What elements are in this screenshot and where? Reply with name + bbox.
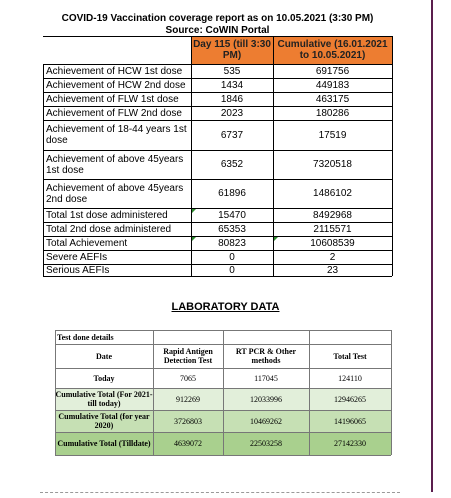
page-bottom-divider — [40, 492, 400, 493]
table-grid-line — [43, 78, 392, 79]
row-label: Total 2nd dose administered — [46, 223, 172, 235]
lab-row-rat: 7065 — [180, 373, 196, 383]
lab-header-rtpcr: RT PCR & Other methods — [235, 347, 297, 365]
row-day-value: 1434 — [220, 79, 244, 91]
lab-row-rat: 912269 — [153, 388, 223, 410]
col-header-day: Day 115 (till 3:30 PM) — [193, 39, 271, 61]
table-grid-line — [392, 36, 393, 276]
row-day-value: 6352 — [220, 159, 244, 170]
lab-row-label: Cumulative Total (Tilldate) — [55, 432, 153, 455]
lab-row-rat: 4639072 — [153, 432, 223, 455]
row-label: Achievement of HCW 1st dose — [46, 65, 183, 77]
lab-row-rtpcr: 22503258 — [223, 432, 309, 455]
row-cumulative-value: 2 — [329, 251, 336, 263]
row-cumulative-value: 10608539 — [310, 237, 355, 249]
table-grid-line — [43, 208, 392, 209]
lab-row-label: Cumulative Total (For 2021- till today) — [55, 390, 153, 408]
row-day-value: 535 — [223, 65, 241, 77]
table-grid-line — [43, 64, 44, 276]
lab-table — [55, 330, 391, 465]
table-grid-line — [43, 264, 392, 265]
row-label: Achievement of above 45years 2nd dose — [46, 182, 184, 205]
lab-row-total: 124110 — [338, 373, 362, 383]
row-cumulative-value: 691756 — [315, 65, 350, 77]
lab-row-total: 14196065 — [309, 410, 391, 432]
row-day-value: 80823 — [218, 237, 246, 249]
row-day-value: 65353 — [218, 223, 246, 235]
col-header-cumulative: Cumulative (16.01.2021 to 10.05.2021) — [277, 39, 388, 61]
lab-grid-line — [391, 330, 392, 455]
table-grid-line — [43, 92, 392, 93]
row-label: Achievement of HCW 2nd dose — [46, 79, 186, 91]
lab-row-label: Today — [93, 373, 115, 383]
lab-grid-line — [55, 455, 391, 456]
row-day-value: 6737 — [220, 129, 244, 141]
lab-grid-line — [153, 330, 154, 455]
row-cumulative-value: 17519 — [318, 129, 347, 141]
lab-header-rat: Rapid Antigen Detection Test — [163, 347, 213, 365]
row-cumulative-value: 463175 — [315, 93, 350, 105]
row-cumulative-value: 2115571 — [313, 223, 352, 235]
row-cumulative-value: 8492968 — [313, 209, 352, 221]
row-label: Achievement of above 45years 1st dose — [46, 153, 184, 176]
row-label: Total 1st dose administered — [46, 209, 168, 221]
report-title-line1: COVID-19 Vaccination coverage report as on 10.05.2021 (3:30 PM) — [61, 13, 374, 24]
table-grid-line — [43, 250, 392, 251]
row-cumulative-value: 449183 — [315, 79, 350, 91]
cell-marker-icon — [274, 237, 278, 241]
lab-row-rtpcr: 117045 — [254, 373, 278, 383]
table-grid-line — [43, 106, 392, 107]
table-grid-line — [43, 64, 392, 65]
row-cumulative-value: 7320518 — [313, 159, 352, 170]
table-grid-line — [43, 36, 392, 37]
lab-row-rtpcr: 10469262 — [223, 410, 309, 432]
lab-row-total: 12946265 — [309, 388, 391, 410]
row-day-value: 0 — [229, 251, 235, 263]
table-grid-line — [43, 236, 392, 237]
lab-row-rat: 3726803 — [153, 410, 223, 432]
row-label: Achievement of FLW 1st dose — [46, 93, 179, 105]
row-day-value: 61896 — [218, 188, 246, 199]
lab-caption: Test done details — [57, 332, 114, 342]
lab-header-total: Total Test — [333, 351, 367, 361]
row-day-value: 0 — [229, 264, 235, 276]
cell-marker-icon — [192, 209, 196, 213]
lab-row-rtpcr: 12033996 — [223, 388, 309, 410]
lab-title: LABORATORY DATA — [171, 301, 280, 313]
row-label: Severe AEFIs — [46, 251, 108, 263]
lab-grid-line — [223, 330, 224, 455]
table-grid-line — [43, 222, 392, 223]
row-label: Achievement of FLW 2nd dose — [46, 107, 182, 119]
lab-row-total: 27142330 — [309, 432, 391, 455]
row-day-value: 1846 — [220, 93, 244, 105]
row-cumulative-value: 23 — [326, 264, 339, 276]
report-source: Source: CoWIN Portal — [165, 25, 270, 36]
lab-grid-line — [55, 330, 56, 455]
row-label: Total Achievement — [46, 237, 128, 249]
lab-row-label: Cumulative Total (for year 2020) — [55, 410, 153, 432]
row-day-value: 15470 — [218, 209, 246, 221]
report-title — [43, 13, 392, 37]
row-cumulative-value: 180286 — [315, 107, 350, 119]
row-cumulative-value: 1486102 — [313, 188, 352, 199]
table-grid-line — [43, 179, 392, 180]
table-grid-line — [43, 120, 392, 121]
lab-header-date: Date — [96, 351, 112, 361]
row-label: Achievement of 18-44 years 1st dose — [46, 124, 187, 146]
cell-marker-icon — [192, 237, 196, 241]
lab-grid-line — [309, 330, 310, 455]
table-grid-line — [43, 150, 392, 151]
table-grid-line — [43, 276, 392, 277]
row-label: Serious AEFIs — [46, 264, 110, 276]
row-day-value: 2023 — [220, 107, 244, 119]
